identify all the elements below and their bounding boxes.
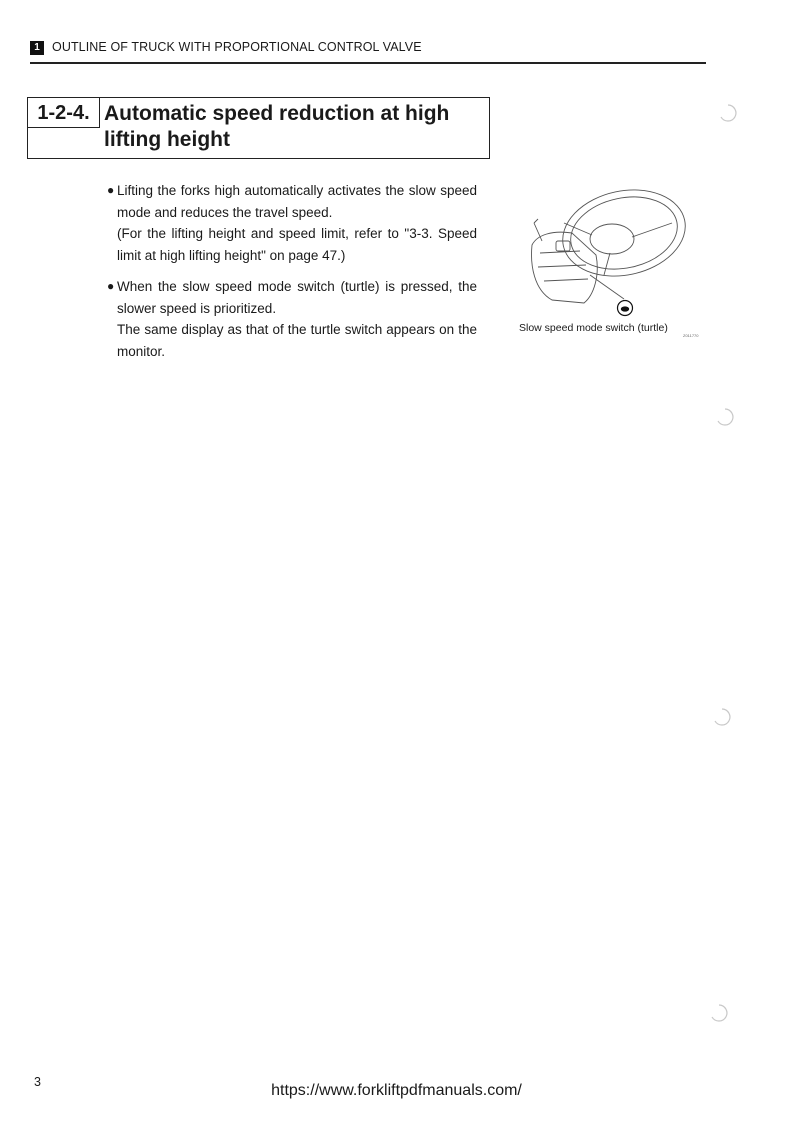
paragraph-1-line-1: Lifting the forks high automatically activates the slow speed mode and reduces the travel speed.	[117, 183, 477, 220]
section-heading	[27, 97, 490, 159]
bullet-icon: ●	[107, 183, 115, 197]
body-text	[107, 180, 477, 362]
chapter-badge: 1	[30, 41, 44, 55]
binder-hole-icon	[719, 104, 737, 122]
paragraph-1-line-2: (For the lifting height and speed limit, refer to "3-3. Speed limit at high lifting height" on page 47.)	[117, 226, 477, 263]
chapter-title: OUTLINE OF TRUCK WITH PROPORTIONAL CONTROL VALVE	[52, 40, 422, 54]
binder-hole-icon	[710, 1004, 728, 1022]
paragraph-2-line-2: The same display as that of the turtle switch appears on the monitor.	[117, 322, 477, 359]
page-header	[30, 38, 706, 64]
footer-url[interactable]: https://www.forkliftpdfmanuals.com/	[271, 1082, 522, 1099]
section-title: Automatic speed reduction at high lifting height	[104, 102, 450, 151]
paragraph-2	[107, 276, 477, 362]
binder-hole-icon	[716, 408, 734, 426]
paragraph-1	[107, 180, 477, 266]
figure-code: Z011770	[683, 333, 699, 338]
steering-wheel-illustration	[512, 175, 692, 325]
bullet-icon: ●	[107, 279, 115, 293]
paragraph-2-line-1: When the slow speed mode switch (turtle) is pressed, the slower speed is prioritized.	[117, 279, 477, 316]
section-number: 1-2-4.	[28, 98, 100, 128]
figure-caption: Slow speed mode switch (turtle)	[519, 322, 668, 334]
binder-hole-icon	[713, 708, 731, 726]
page-number: 3	[34, 1075, 41, 1089]
